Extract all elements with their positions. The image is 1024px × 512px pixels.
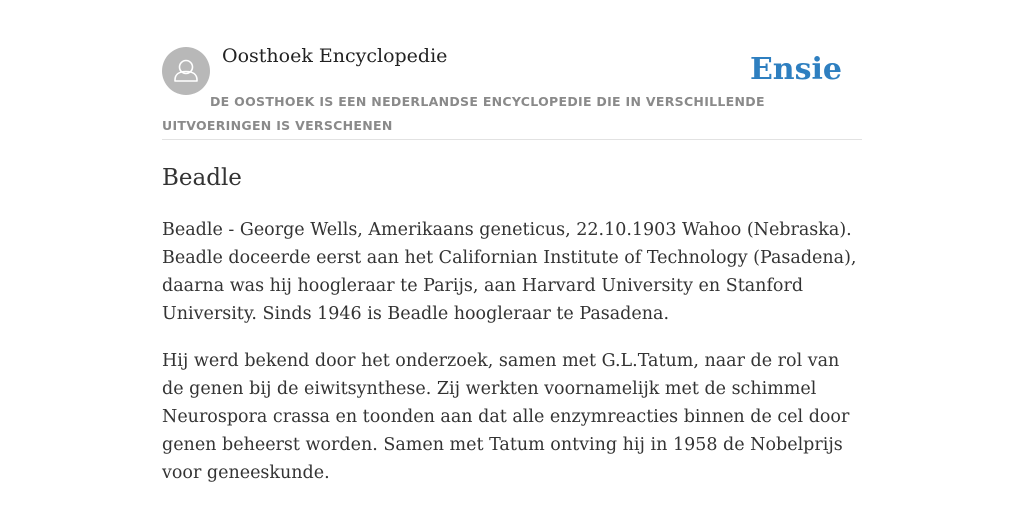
brand-logo[interactable]: Ensie — [749, 52, 842, 87]
article-title: Beadle — [162, 165, 242, 191]
article-paragraph: Hij werd bekend door het onderzoek, samen met G.L.Tatum, naar de rol van de genen bij de eiwitsynthese. Zij werkten voornamelijk met de schimmel Neurospora crassa en toonden aan dat alle enzymreacties binnen de cel door genen beheerst worden. Samen met Tatum ontving hij in 1958 de Nobelprijs voor geneeskunde. — [162, 351, 850, 483]
site-tagline: DE OOSTHOEK IS EEN NEDERLANDSE ENCYCLOPEDIE DIE IN VERSCHILLENDE UITVOERINGEN IS VERSCHENEN — [162, 94, 765, 133]
user-silhouette-icon[interactable] — [162, 47, 210, 95]
article-paragraph: Beadle - George Wells, Amerikaans geneticus, 22.10.1903 Wahoo (Nebraska). Beadle doceerde eerst aan het Californian Institute of Technology (Pasadena), daarna was hij hoogleraar te Parijs, aan Harvard University en Stanford University. Sinds 1946 is Beadle hoogleraar te Pasadena. — [162, 220, 857, 324]
site-header — [162, 0, 862, 140]
site-title[interactable]: Oosthoek Encyclopedie — [222, 45, 448, 67]
page-container — [162, 0, 862, 483]
